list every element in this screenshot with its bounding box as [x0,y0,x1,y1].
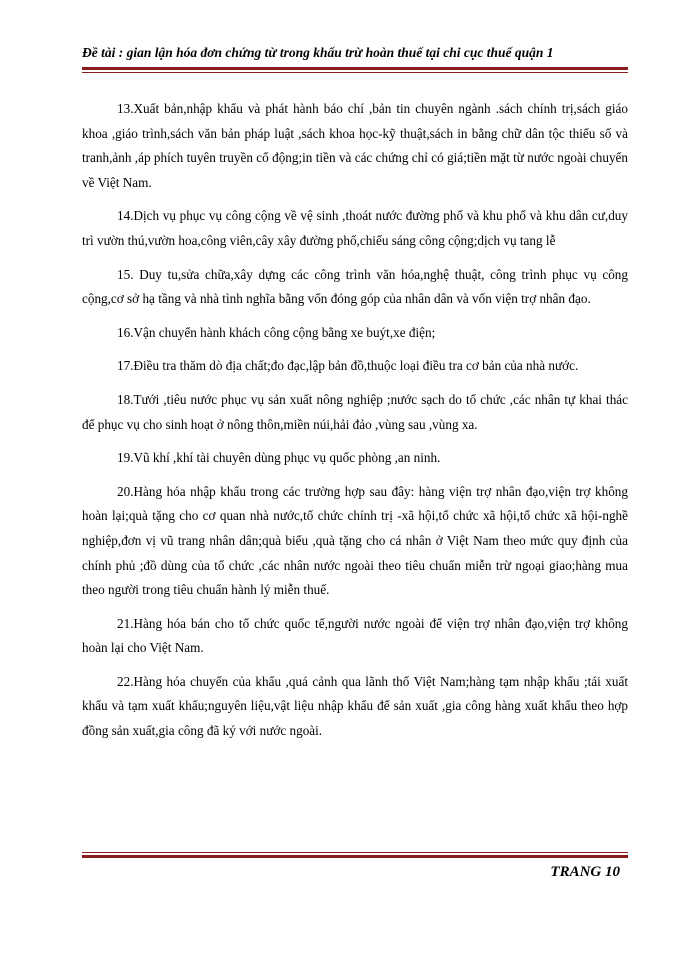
body-paragraph-17: 17.Điều tra thăm dò địa chất;đo đạc,lập bản đồ,thuộc loại điều tra cơ bản của nhà nước. [117,358,579,374]
body-paragraph-13: 13.Xuất bản,nhập khẩu và phát hành báo chí ,bản tin chuyên ngành .sách chính trị,sách giáo khoa ,giáo trình,sách văn bản pháp luật ,sách khoa học-kỹ thuật,sách in bằng chữ dân tộc thiểu số và tranh,ảnh ,áp phích tuyên truyền cổ động;in tiền và các chứng chỉ có giá;tiền mặt từ nước ngoài chuyển về Việt Nam. [82,101,628,190]
body-paragraph-19: 19.Vũ khí ,khí tài chuyên dùng phục vụ quốc phòng ,an ninh. [117,450,441,466]
page-number-label: TRANG 10 [550,864,620,880]
footer-rule-thin [82,852,628,853]
footer-rule-thick [82,855,628,858]
body-paragraph-20: 20.Hàng hóa nhập khẩu trong các trường hợp sau đây: hàng viện trợ nhân đạo,viện trợ không hoàn lại;quà tặng cho cơ quan nhà nước,tổ chức chính trị -xã hội,tổ chức xã hội,tổ chức xã hội-nghề nghiệp,đơn vị vũ trang nhân dân;quà biếu ,quà tặng cho cá nhân ở Việt Nam theo mức quy định của chính phủ ;đồ dùng của tổ chức ,các nhân nước ngoài theo tiêu chuẩn miễn trừ ngoại giao;hàng mua theo người trong tiêu chuẩn hành lý miễn thuế. [82,483,628,598]
body-paragraph-16: 16.Vận chuyển hành khách công cộng bằng xe buýt,xe điện; [117,324,436,340]
document-body [82,97,628,753]
body-paragraph-22: 22.Hàng hóa chuyển của khẩu ,quá cảnh qua lãnh thổ Việt Nam;hàng tạm nhập khẩu ;tái xuất khẩu và tạm xuất khẩu;nguyên liệu,vật liệu nhập khẩu để sản xuất ,gia công hàng xuất khẩu theo hợp đồng sản xuất,gia công đã ký với nước ngoài. [82,673,628,739]
body-paragraph-18: 18.Tưới ,tiêu nước phục vụ sản xuất nông nghiệp ;nước sạch do tổ chức ,các nhân tự khai thác để phục vụ cho sinh hoạt ở nông thôn,miền núi,hải đảo ,vùng sau ,vùng xa. [82,391,628,432]
body-paragraph-14: 14.Dịch vụ phục vụ công cộng về vệ sinh ,thoát nước đường phố và khu phố và khu dân cư,duy trì vườn thú,vườn hoa,công viên,cây xây đường phố,chiếu sáng công cộng;dịch vụ tang lễ [82,208,628,248]
body-paragraph-15: 15. Duy tu,sửa chữa,xây dựng các công trình văn hóa,nghệ thuật, công trình phục vụ công cộng,cơ sở hạ tầng và nhà tình nghĩa bằng vốn đóng góp của nhân dân và vốn viện trợ nhân đạo. [82,266,628,307]
header-rule-thin [82,72,628,73]
body-paragraph-21: 21.Hàng hóa bán cho tổ chức quốc tế,người nước ngoài để viện trợ nhân đạo,viện trợ không hoàn lại cho Việt Nam. [82,615,628,656]
header-rule [82,67,628,73]
footer-rule [82,852,628,858]
document-header-title: Đề tài : gian lận hóa đơn chứng từ trong khấu trừ hoàn thuế tại chi cục thuế quận 1 [82,45,554,60]
header-rule-thick [82,67,628,70]
